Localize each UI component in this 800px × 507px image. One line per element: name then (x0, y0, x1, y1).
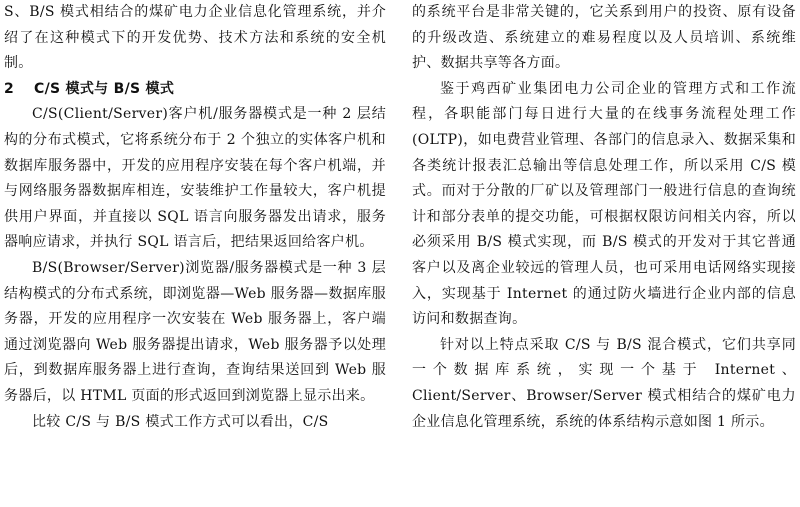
paragraph-hybrid-mode: 针对以上特点采取 C/S 与 B/S 混合模式，它们共享同一个数据库系统，实现一个基于 Internet、Client/Server、Browser/Server 模式相结合的煤矿电力企业信息化管理系统，系统的体系结构示意如图 1 所示。 (412, 336, 796, 430)
paragraph-bs-mode: B/S(Browser/Server)浏览器/服务器模式是一种 3 层结构模式的分布式系统，即浏览器—Web 服务器—数据库服务器，开发的应用程序一次安装在 Web 服务器上，客户端通过浏览器向 Web 服务器提出请求，Web 服务器予以处理后，到数据库服务器上进行查询，查询结果送回到 Web 服务器后，以 HTML 页面的形式返回到浏览器上显示出来。 (4, 259, 386, 404)
section-title: C/S 模式与 B/S 模式 (34, 80, 175, 97)
continuation-paragraph: 的系统平台是非常关键的，它关系到用户的投资、原有设备的升级改造、系统建立的难易程度以及人员培训、系统维护、数据共享等各方面。 (412, 4, 796, 72)
right-column (412, 0, 796, 435)
section-number: 2 (4, 80, 15, 97)
intro-paragraph: S、B/S 模式相结合的煤矿电力企业信息化管理系统，并介绍了在这种模式下的开发优势、技术方法和系统的安全机制。 (4, 4, 386, 72)
left-column (4, 0, 386, 435)
paragraph-cs-mode: C/S(Client/Server)客户机/服务器模式是一种 2 层结构的分布式模式，它将系统分布于 2 个独立的实体客户机和数据库服务器中，开发的应用程序安装在每个客户机端，并与网络服务器数据库相连，安装维护工作量较大，客户机提供用户界面，并直接以 SQL 语言向服务器发出请求，服务器响应请求，并执行 SQL 语言后，把结果返回给客户机。 (4, 106, 386, 251)
paragraph-jixi-management: 鉴于鸡西矿业集团电力公司企业的管理方式和工作流程，各职能部门每日进行大量的在线事务流程处理工作(OLTP)，如电费营业管理、各部门的信息录入、数据采集和各类统计报表汇总输出等信息处理工作，所以采用 C/S 模式。而对于分散的厂矿以及管理部门一般进行信息的查询统计和部分表单的提交功能，可根据权限访问相关内容，所以必须采用 B/S 模式实现，而 B/S 模式的开发对于其它普通客户以及离企业较远的管理人员，也可采用电话网络实现接入，实现基于 Internet 的通过防火墙进行企业内部的信息访问和数据查询。 (412, 80, 796, 328)
paragraph-comparison: 比较 C/S 与 B/S 模式工作方式可以看出，C/S (32, 413, 329, 430)
section-heading (4, 77, 386, 103)
